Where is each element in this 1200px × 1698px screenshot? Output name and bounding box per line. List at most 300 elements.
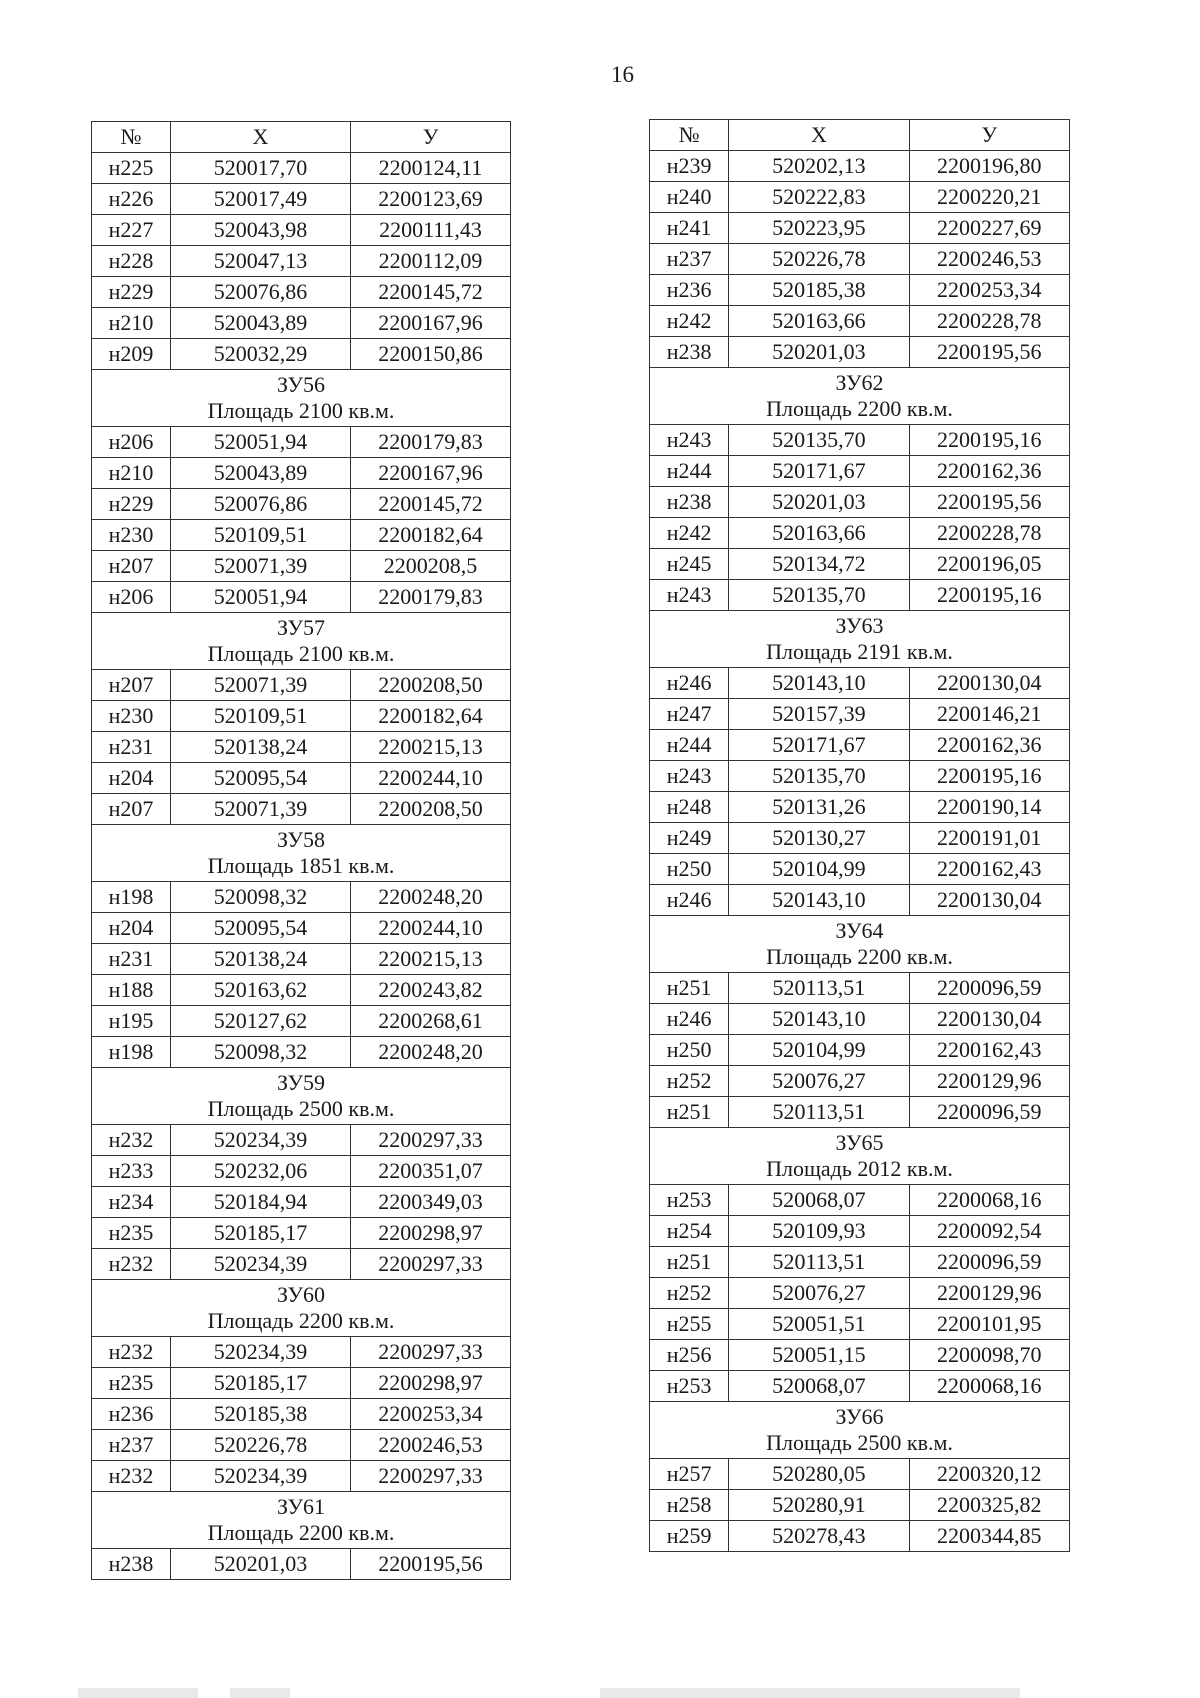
table-row (650, 1185, 1070, 1216)
y-coordinate-cell: 2200195,56 (909, 337, 1069, 368)
point-number-cell: н230 (92, 701, 171, 732)
point-number-cell: н238 (650, 487, 729, 518)
x-coordinate-cell: 520095,54 (171, 913, 351, 944)
point-number-cell: н230 (92, 520, 171, 551)
y-coordinate-cell: 2200111,43 (351, 215, 511, 246)
table-row (650, 1309, 1070, 1340)
x-coordinate-cell: 520171,67 (729, 730, 909, 761)
point-number-cell: н232 (92, 1337, 171, 1368)
table-row (92, 308, 511, 339)
parcel-section-row (92, 1492, 511, 1549)
table-row (650, 518, 1070, 549)
point-number-cell: н232 (92, 1249, 171, 1280)
x-coordinate-cell: 520234,39 (171, 1461, 351, 1492)
parcel-area: Площадь 2200 кв.м. (207, 1520, 395, 1545)
table-row (92, 489, 511, 520)
y-coordinate-cell: 2200208,50 (351, 670, 511, 701)
table-row (92, 1337, 511, 1368)
parcel-area: Площадь 2200 кв.м. (766, 396, 953, 421)
table-row (650, 699, 1070, 730)
y-coordinate-cell: 2200124,11 (351, 153, 511, 184)
table-header-row (92, 122, 511, 153)
parcel-area: Площадь 2100 кв.м. (207, 398, 395, 423)
x-coordinate-cell: 520068,07 (729, 1185, 909, 1216)
point-number-cell: н232 (92, 1461, 171, 1492)
point-number-cell: н237 (650, 244, 729, 275)
y-coordinate-cell: 2200162,36 (909, 456, 1069, 487)
x-coordinate-cell: 520130,27 (729, 823, 909, 854)
x-coordinate-cell: 520201,03 (729, 487, 909, 518)
y-coordinate-cell: 2200112,09 (351, 246, 511, 277)
y-coordinate-cell: 2200130,04 (909, 885, 1069, 916)
point-number-cell: н251 (650, 1247, 729, 1278)
point-number-cell: н234 (92, 1187, 171, 1218)
table-row (92, 975, 511, 1006)
table-row (92, 1037, 511, 1068)
x-coordinate-cell: 520047,13 (171, 246, 351, 277)
y-coordinate-cell: 2200195,56 (909, 487, 1069, 518)
table-row (92, 882, 511, 913)
parcel-area: Площадь 2200 кв.м. (207, 1308, 395, 1333)
parcel-area: Площадь 2100 кв.м. (207, 641, 395, 666)
x-coordinate-cell: 520109,51 (171, 520, 351, 551)
point-number-cell: н236 (650, 275, 729, 306)
table-row (92, 794, 511, 825)
column-header-number: № (650, 120, 729, 151)
x-coordinate-cell: 520071,39 (171, 551, 351, 582)
table-row (650, 1371, 1070, 1402)
point-number-cell: н204 (92, 763, 171, 794)
point-number-cell: н242 (650, 518, 729, 549)
x-coordinate-cell: 520043,98 (171, 215, 351, 246)
x-coordinate-cell: 520043,89 (171, 308, 351, 339)
x-coordinate-cell: 520201,03 (171, 1549, 351, 1580)
parcel-area: Площадь 2200 кв.м. (766, 944, 953, 969)
y-coordinate-cell: 2200227,69 (909, 213, 1069, 244)
table-row (650, 275, 1070, 306)
y-coordinate-cell: 2200246,53 (909, 244, 1069, 275)
table-row (92, 913, 511, 944)
point-number-cell: н244 (650, 456, 729, 487)
y-coordinate-cell: 2200244,10 (351, 763, 511, 794)
parcel-section-row (650, 611, 1070, 668)
table-row (92, 427, 511, 458)
table-row (650, 1340, 1070, 1371)
x-coordinate-cell: 520098,32 (171, 1037, 351, 1068)
point-number-cell: н210 (92, 308, 171, 339)
x-coordinate-cell: 520135,70 (729, 761, 909, 792)
y-coordinate-cell: 2200253,34 (351, 1399, 511, 1430)
x-coordinate-cell: 520113,51 (729, 973, 909, 1004)
point-number-cell: н256 (650, 1340, 729, 1371)
table-row (92, 153, 511, 184)
x-coordinate-cell: 520232,06 (171, 1156, 351, 1187)
table-row (92, 944, 511, 975)
y-coordinate-cell: 2200096,59 (909, 1097, 1069, 1128)
point-number-cell: н250 (650, 1035, 729, 1066)
table-row (650, 549, 1070, 580)
x-coordinate-cell: 520163,62 (171, 975, 351, 1006)
y-coordinate-cell: 2200096,59 (909, 973, 1069, 1004)
point-number-cell: н236 (92, 1399, 171, 1430)
table-row (92, 458, 511, 489)
point-number-cell: н207 (92, 551, 171, 582)
bottom-scan-artifact (78, 1688, 198, 1698)
point-number-cell: н253 (650, 1371, 729, 1402)
y-coordinate-cell: 2200150,86 (351, 339, 511, 370)
y-coordinate-cell: 2200208,50 (351, 794, 511, 825)
y-coordinate-cell: 2200101,95 (909, 1309, 1069, 1340)
table-row (92, 246, 511, 277)
point-number-cell: н251 (650, 973, 729, 1004)
x-coordinate-cell: 520104,99 (729, 854, 909, 885)
parcel-section-row (92, 1068, 511, 1125)
point-number-cell: н207 (92, 794, 171, 825)
parcel-area: Площадь 2500 кв.м. (207, 1096, 395, 1121)
parcel-name: ЗУ62 (835, 369, 884, 395)
y-coordinate-cell: 2200248,20 (351, 882, 511, 913)
x-coordinate-cell: 520051,94 (171, 427, 351, 458)
x-coordinate-cell: 520135,70 (729, 580, 909, 611)
parcel-section-cell (650, 611, 1070, 668)
x-coordinate-cell: 520109,51 (171, 701, 351, 732)
table-row (650, 1521, 1070, 1552)
point-number-cell: н242 (650, 306, 729, 337)
point-number-cell: н247 (650, 699, 729, 730)
point-number-cell: н233 (92, 1156, 171, 1187)
column-header-number: № (92, 122, 171, 153)
point-number-cell: н210 (92, 458, 171, 489)
x-coordinate-cell: 520032,29 (171, 339, 351, 370)
x-coordinate-cell: 520202,13 (729, 151, 909, 182)
table-row (650, 182, 1070, 213)
column-header-x: X (729, 120, 909, 151)
table-row (92, 1430, 511, 1461)
x-coordinate-cell: 520098,32 (171, 882, 351, 913)
table-row (650, 1035, 1070, 1066)
table-row (92, 184, 511, 215)
y-coordinate-cell: 2200182,64 (351, 520, 511, 551)
parcel-area: Площадь 2500 кв.м. (766, 1430, 953, 1455)
y-coordinate-cell: 2200182,64 (351, 701, 511, 732)
table-row (92, 1249, 511, 1280)
y-coordinate-cell: 2200344,85 (909, 1521, 1069, 1552)
point-number-cell: н238 (92, 1549, 171, 1580)
table-body-right (650, 151, 1070, 1552)
x-coordinate-cell: 520071,39 (171, 670, 351, 701)
y-coordinate-cell: 2200145,72 (351, 489, 511, 520)
parcel-section-cell (92, 1068, 511, 1125)
y-coordinate-cell: 2200130,04 (909, 1004, 1069, 1035)
x-coordinate-cell: 520138,24 (171, 732, 351, 763)
table-row (92, 1461, 511, 1492)
table-row (650, 580, 1070, 611)
x-coordinate-cell: 520234,39 (171, 1337, 351, 1368)
x-coordinate-cell: 520185,17 (171, 1218, 351, 1249)
x-coordinate-cell: 520143,10 (729, 668, 909, 699)
table-row (92, 215, 511, 246)
y-coordinate-cell: 2200220,21 (909, 182, 1069, 213)
point-number-cell: н251 (650, 1097, 729, 1128)
table-row (92, 1125, 511, 1156)
x-coordinate-cell: 520185,38 (729, 275, 909, 306)
parcel-name: ЗУ61 (276, 1493, 326, 1519)
parcel-name: ЗУ65 (835, 1129, 884, 1155)
point-number-cell: н239 (650, 151, 729, 182)
table-row (650, 761, 1070, 792)
point-number-cell: н243 (650, 425, 729, 456)
y-coordinate-cell: 2200191,01 (909, 823, 1069, 854)
parcel-section-row (92, 370, 511, 427)
x-coordinate-cell: 520095,54 (171, 763, 351, 794)
point-number-cell: н195 (92, 1006, 171, 1037)
column-header-y: У (351, 122, 511, 153)
x-coordinate-cell: 520051,51 (729, 1309, 909, 1340)
x-coordinate-cell: 520043,89 (171, 458, 351, 489)
parcel-section-cell (650, 1402, 1070, 1459)
y-coordinate-cell: 2200243,82 (351, 975, 511, 1006)
y-coordinate-cell: 2200068,16 (909, 1185, 1069, 1216)
y-coordinate-cell: 2200068,16 (909, 1371, 1069, 1402)
x-coordinate-cell: 520135,70 (729, 425, 909, 456)
y-coordinate-cell: 2200297,33 (351, 1249, 511, 1280)
y-coordinate-cell: 2200190,14 (909, 792, 1069, 823)
x-coordinate-cell: 520131,26 (729, 792, 909, 823)
y-coordinate-cell: 2200123,69 (351, 184, 511, 215)
table-row (650, 306, 1070, 337)
y-coordinate-cell: 2200215,13 (351, 732, 511, 763)
parcel-area: Площадь 1851 кв.м. (207, 853, 395, 878)
x-coordinate-cell: 520143,10 (729, 1004, 909, 1035)
point-number-cell: н229 (92, 277, 171, 308)
point-number-cell: н198 (92, 1037, 171, 1068)
y-coordinate-cell: 2200129,96 (909, 1066, 1069, 1097)
table-row (92, 763, 511, 794)
point-number-cell: н235 (92, 1368, 171, 1399)
parcel-section-cell (650, 1128, 1070, 1185)
table-row (92, 551, 511, 582)
table-row (650, 1066, 1070, 1097)
x-coordinate-cell: 520076,86 (171, 489, 351, 520)
y-coordinate-cell: 2200145,72 (351, 277, 511, 308)
y-coordinate-cell: 2200351,07 (351, 1156, 511, 1187)
bottom-scan-artifact (230, 1688, 290, 1698)
y-coordinate-cell: 2200228,78 (909, 306, 1069, 337)
point-number-cell: н188 (92, 975, 171, 1006)
x-coordinate-cell: 520185,38 (171, 1399, 351, 1430)
y-coordinate-cell: 2200162,43 (909, 1035, 1069, 1066)
y-coordinate-cell: 2200092,54 (909, 1216, 1069, 1247)
table-row (650, 1490, 1070, 1521)
x-coordinate-cell: 520109,93 (729, 1216, 909, 1247)
table-row (650, 244, 1070, 275)
table-row (92, 1187, 511, 1218)
parcel-section-cell (92, 613, 511, 670)
point-number-cell: н209 (92, 339, 171, 370)
coordinates-table-right (649, 119, 1070, 1552)
x-coordinate-cell: 520234,39 (171, 1249, 351, 1280)
point-number-cell: н225 (92, 153, 171, 184)
point-number-cell: н207 (92, 670, 171, 701)
y-coordinate-cell: 2200129,96 (909, 1278, 1069, 1309)
x-coordinate-cell: 520184,94 (171, 1187, 351, 1218)
point-number-cell: н252 (650, 1066, 729, 1097)
parcel-section-row (650, 916, 1070, 973)
page-number: 16 (611, 62, 634, 87)
point-number-cell: н228 (92, 246, 171, 277)
point-number-cell: н238 (650, 337, 729, 368)
table-row (650, 854, 1070, 885)
table-row (650, 730, 1070, 761)
y-coordinate-cell: 2200098,70 (909, 1340, 1069, 1371)
parcel-area: Площадь 2191 кв.м. (766, 639, 953, 664)
x-coordinate-cell: 520163,66 (729, 306, 909, 337)
point-number-cell: н232 (92, 1125, 171, 1156)
table-row (92, 1006, 511, 1037)
y-coordinate-cell: 2200195,56 (351, 1549, 511, 1580)
parcel-name: ЗУ60 (276, 1281, 326, 1307)
x-coordinate-cell: 520076,86 (171, 277, 351, 308)
y-coordinate-cell: 2200130,04 (909, 668, 1069, 699)
x-coordinate-cell: 520113,51 (729, 1247, 909, 1278)
table-row (650, 885, 1070, 916)
table-row (92, 1368, 511, 1399)
table-row (650, 1216, 1070, 1247)
point-number-cell: н235 (92, 1218, 171, 1249)
y-coordinate-cell: 2200228,78 (909, 518, 1069, 549)
y-coordinate-cell: 2200349,03 (351, 1187, 511, 1218)
table-row (650, 213, 1070, 244)
point-number-cell: н231 (92, 944, 171, 975)
point-number-cell: н246 (650, 885, 729, 916)
coordinates-table-left (91, 121, 511, 1580)
y-coordinate-cell: 2200297,33 (351, 1461, 511, 1492)
y-coordinate-cell: 2200215,13 (351, 944, 511, 975)
x-coordinate-cell: 520051,94 (171, 582, 351, 613)
table-row (92, 1549, 511, 1580)
x-coordinate-cell: 520017,70 (171, 153, 351, 184)
table-row (92, 339, 511, 370)
parcel-section-cell (650, 916, 1070, 973)
table-row (92, 1156, 511, 1187)
table-row (650, 425, 1070, 456)
table-row (650, 151, 1070, 182)
y-coordinate-cell: 2200179,83 (351, 582, 511, 613)
parcel-name: ЗУ57 (276, 614, 326, 640)
parcel-section-row (650, 1402, 1070, 1459)
x-coordinate-cell: 520222,83 (729, 182, 909, 213)
x-coordinate-cell: 520163,66 (729, 518, 909, 549)
x-coordinate-cell: 520278,43 (729, 1521, 909, 1552)
y-coordinate-cell: 2200167,96 (351, 308, 511, 339)
parcel-section-cell (92, 370, 511, 427)
parcel-name: ЗУ59 (276, 1069, 326, 1095)
point-number-cell: н248 (650, 792, 729, 823)
table-row (650, 792, 1070, 823)
table-row (650, 456, 1070, 487)
table-row (650, 1459, 1070, 1490)
table-row (650, 1278, 1070, 1309)
x-coordinate-cell: 520226,78 (729, 244, 909, 275)
y-coordinate-cell: 2200248,20 (351, 1037, 511, 1068)
parcel-section-row (92, 613, 511, 670)
point-number-cell: н253 (650, 1185, 729, 1216)
table-row (650, 1247, 1070, 1278)
parcel-section-cell (92, 1280, 511, 1337)
y-coordinate-cell: 2200195,16 (909, 761, 1069, 792)
x-coordinate-cell: 520127,62 (171, 1006, 351, 1037)
point-number-cell: н250 (650, 854, 729, 885)
point-number-cell: н249 (650, 823, 729, 854)
x-coordinate-cell: 520113,51 (729, 1097, 909, 1128)
point-number-cell: н237 (92, 1430, 171, 1461)
y-coordinate-cell: 2200167,96 (351, 458, 511, 489)
x-coordinate-cell: 520171,67 (729, 456, 909, 487)
x-coordinate-cell: 520226,78 (171, 1430, 351, 1461)
table-row (650, 1004, 1070, 1035)
table-row (92, 732, 511, 763)
y-coordinate-cell: 2200253,34 (909, 275, 1069, 306)
point-number-cell: н246 (650, 668, 729, 699)
table-row (650, 973, 1070, 1004)
parcel-section-row (92, 825, 511, 882)
point-number-cell: н204 (92, 913, 171, 944)
point-number-cell: н246 (650, 1004, 729, 1035)
table-header-row (650, 120, 1070, 151)
point-number-cell: н229 (92, 489, 171, 520)
y-coordinate-cell: 2200297,33 (351, 1125, 511, 1156)
y-coordinate-cell: 2200196,05 (909, 549, 1069, 580)
point-number-cell: н252 (650, 1278, 729, 1309)
point-number-cell: н243 (650, 761, 729, 792)
table-row (650, 337, 1070, 368)
x-coordinate-cell: 520280,91 (729, 1490, 909, 1521)
y-coordinate-cell: 2200162,43 (909, 854, 1069, 885)
y-coordinate-cell: 2200208,5 (351, 551, 511, 582)
parcel-section-cell (92, 825, 511, 882)
bottom-scan-artifact (600, 1688, 1020, 1698)
point-number-cell: н258 (650, 1490, 729, 1521)
y-coordinate-cell: 2200195,16 (909, 425, 1069, 456)
parcel-section-cell (92, 1492, 511, 1549)
x-coordinate-cell: 520201,03 (729, 337, 909, 368)
y-coordinate-cell: 2200096,59 (909, 1247, 1069, 1278)
table-row (92, 701, 511, 732)
table-body-left (92, 153, 511, 1580)
table-row (92, 1218, 511, 1249)
point-number-cell: н245 (650, 549, 729, 580)
x-coordinate-cell: 520071,39 (171, 794, 351, 825)
y-coordinate-cell: 2200268,61 (351, 1006, 511, 1037)
point-number-cell: н198 (92, 882, 171, 913)
y-coordinate-cell: 2200298,97 (351, 1218, 511, 1249)
y-coordinate-cell: 2200162,36 (909, 730, 1069, 761)
parcel-section-row (650, 368, 1070, 425)
y-coordinate-cell: 2200297,33 (351, 1337, 511, 1368)
parcel-name: ЗУ66 (835, 1403, 884, 1429)
table-row (650, 823, 1070, 854)
y-coordinate-cell: 2200246,53 (351, 1430, 511, 1461)
y-coordinate-cell: 2200325,82 (909, 1490, 1069, 1521)
parcel-section-row (650, 1128, 1070, 1185)
table-row (92, 1399, 511, 1430)
x-coordinate-cell: 520017,49 (171, 184, 351, 215)
x-coordinate-cell: 520143,10 (729, 885, 909, 916)
table-row (92, 277, 511, 308)
x-coordinate-cell: 520138,24 (171, 944, 351, 975)
y-coordinate-cell: 2200146,21 (909, 699, 1069, 730)
table-row (92, 520, 511, 551)
